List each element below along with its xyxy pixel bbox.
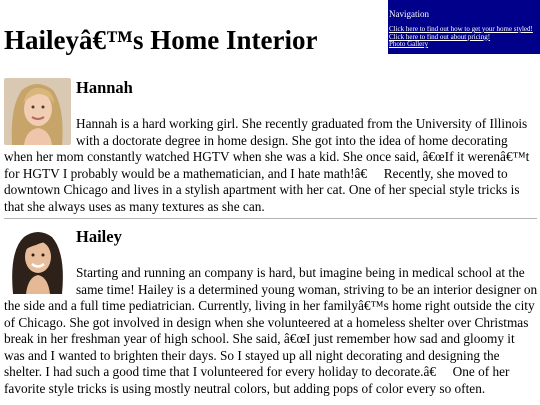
- nav-link-photo-gallery[interactable]: Photo Gallery: [389, 41, 429, 48]
- profile-bio: Hannah is a hard working girl. She recently graduated from the University of Illinois with a doctorate degree in home design. She got into the idea of home decorating when her mom constantly watched HGTV when she was a kid. She once said, â€œIf it werenâ€™t for HGTV I probably would be a mathematician, and I hate math!â€ Recently, she moved to downtown Chicago and lives in a stylish apartment with her cat. One of her special style tricks is that she always uses as many textures as she can.: [4, 116, 530, 214]
- site-title: Haileyâ€™s Home Interior: [4, 25, 318, 55]
- hannah-photo: [4, 78, 71, 145]
- navigation-heading: Navigation: [389, 9, 429, 19]
- navigation-panel: [388, 0, 540, 54]
- hailey-photo: [4, 227, 71, 294]
- profile-hailey: [4, 227, 538, 397]
- nav-link-pricing[interactable]: Click here to find out about pricing!: [389, 33, 491, 41]
- profile-name: Hannah: [76, 78, 133, 97]
- nav-link-home-styling[interactable]: Click here to find out how to get your home styled!: [389, 26, 533, 33]
- profile-hannah: [4, 78, 538, 215]
- section-divider: [4, 218, 537, 219]
- profile-name: Hailey: [76, 227, 122, 246]
- profile-bio: Starting and running an company is hard, but imagine being in medical school at the same time! Hailey is a determined young woman, striving to be an interior designer on the side and a full time pediatrician. Currently, living in her familyâ€™s home right outside the city of Chicago. She got involved in design when she volunteered at a homeless shelter over Christmas break in her freshman year of high school. She said, â€œI just remember how sad and gloomy it was and I wanted to brighten their days. So I stayed up all night decorating and designing the shelter. I had such a good time that I volunteered for every holiday to decorate.â€ One of her favorite style tricks is using mostly neutral colors, but adding pops of color every so often.: [4, 265, 538, 396]
